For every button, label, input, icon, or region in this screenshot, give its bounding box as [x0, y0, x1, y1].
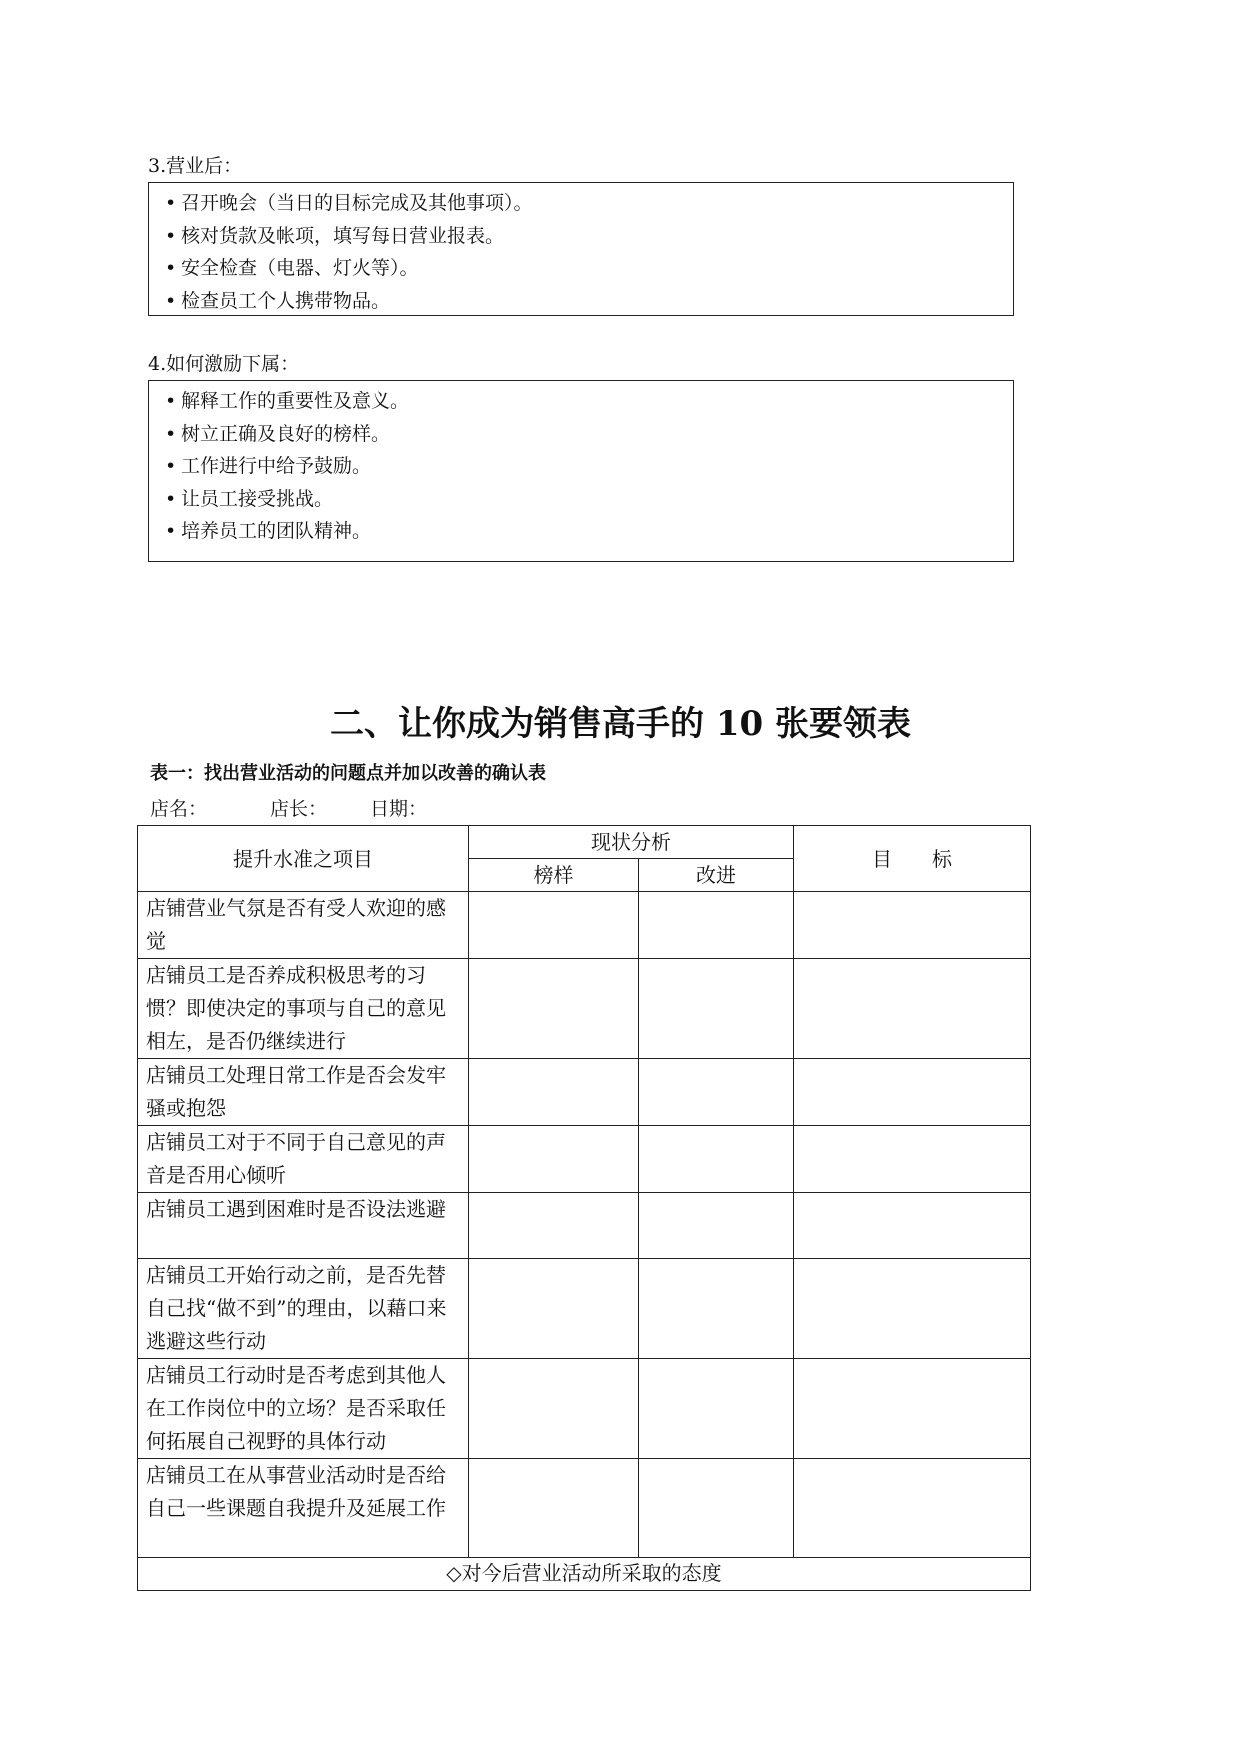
section-3-box — [148, 182, 1014, 316]
list-item-text: 工作进行中给予鼓励。 — [181, 455, 372, 477]
header-model: 榜样 — [469, 859, 639, 892]
bullet-icon: • — [165, 390, 177, 412]
header-item: 提升水准之项目 — [138, 826, 469, 892]
footer-attitude: ◇对今后营业活动所采取的态度 — [138, 1558, 1031, 1591]
bullet-icon: • — [165, 289, 177, 312]
bullet-icon: • — [165, 487, 177, 510]
main-heading: 二、让你成为销售高手的 10 张要领表 — [330, 704, 911, 744]
model-cell — [469, 892, 639, 959]
header-status-analysis: 现状分析 — [469, 826, 794, 859]
goal-cell — [794, 959, 1031, 1059]
improve-cell — [639, 1126, 794, 1193]
goal-cell — [794, 1459, 1031, 1558]
table-row — [138, 1359, 1031, 1459]
goal-cell — [794, 1259, 1031, 1359]
model-cell — [469, 959, 639, 1059]
row-item-text: 店铺员工对于不同于自己意见的声音是否用心倾听 — [138, 1126, 469, 1193]
row-item-text: 店铺员工遇到困难时是否设法逃避 — [138, 1193, 469, 1259]
table-header-row — [138, 826, 1031, 859]
row-item-text: 店铺员工开始行动之前，是否先替自己找“做不到”的理由，以藉口来逃避这些行动 — [138, 1259, 469, 1359]
improve-cell — [639, 959, 794, 1059]
list-item-text: 培养员工的团队精神。 — [181, 520, 372, 542]
model-cell — [469, 1059, 639, 1126]
table-row — [138, 1259, 1031, 1359]
goal-cell — [794, 1359, 1031, 1459]
manager-label: 店长： — [270, 798, 328, 820]
store-meta-line — [150, 797, 427, 821]
improve-cell — [639, 1359, 794, 1459]
table-row — [138, 1193, 1031, 1259]
row-item-text: 店铺员工行动时是否考虑到其他人在工作岗位中的立场？是否采取任何拓展自己视野的具体行动 — [138, 1359, 469, 1459]
header-improve: 改进 — [639, 859, 794, 892]
list-item-text: 解释工作的重要性及意义。 — [181, 390, 410, 412]
improve-cell — [639, 1259, 794, 1359]
table-caption: 表一：找出营业活动的问题点并加以改善的确认表 — [150, 763, 546, 784]
row-item-text: 店铺员工处理日常工作是否会发牢骚或抱怨 — [138, 1059, 469, 1126]
improve-cell — [639, 1059, 794, 1126]
list-item — [165, 385, 1013, 418]
list-item — [165, 220, 1013, 253]
bullet-icon: • — [165, 520, 177, 542]
improve-cell — [639, 1459, 794, 1558]
list-item — [165, 418, 1013, 451]
bullet-icon: • — [165, 422, 177, 445]
section-4-box — [148, 380, 1014, 562]
list-item — [165, 515, 1013, 548]
section-3-title: 3.营业后： — [148, 155, 243, 177]
table-footer-row — [138, 1558, 1031, 1591]
bullet-icon: • — [165, 455, 177, 477]
table-row — [138, 1059, 1031, 1126]
goal-cell — [794, 892, 1031, 959]
model-cell — [469, 1259, 639, 1359]
goal-cell — [794, 1193, 1031, 1259]
improve-cell — [639, 892, 794, 959]
list-item — [165, 483, 1013, 516]
table-row — [138, 1459, 1031, 1558]
list-item-text: 安全检查（电器、灯火等）。 — [181, 257, 419, 279]
goal-cell — [794, 1059, 1031, 1126]
date-label: 日期： — [370, 798, 428, 820]
bullet-icon: • — [165, 224, 177, 247]
model-cell — [469, 1126, 639, 1193]
list-item — [165, 252, 1013, 285]
header-goal: 目 标 — [794, 826, 1031, 892]
bullet-icon: • — [165, 192, 177, 214]
list-item-text: 树立正确及良好的榜样。 — [181, 422, 391, 445]
table-row — [138, 892, 1031, 959]
model-cell — [469, 1359, 639, 1459]
table-row — [138, 1126, 1031, 1193]
list-item — [165, 450, 1013, 483]
list-item-text: 核对货款及帐项，填写每日营业报表。 — [181, 224, 505, 247]
model-cell — [469, 1193, 639, 1259]
list-item — [165, 187, 1013, 220]
list-item-text: 让员工接受挑战。 — [181, 487, 334, 510]
improvement-check-table — [137, 825, 1031, 1591]
table-row — [138, 959, 1031, 1059]
list-item-text: 召开晚会（当日的目标完成及其他事项）。 — [181, 192, 533, 214]
row-item-text: 店铺员工是否养成积极思考的习惯？即使决定的事项与自己的意见相左，是否仍继续进行 — [138, 959, 469, 1059]
model-cell — [469, 1459, 639, 1558]
list-item — [165, 285, 1013, 318]
list-item-text: 检查员工个人携带物品。 — [181, 289, 391, 312]
row-item-text: 店铺营业气氛是否有受人欢迎的感觉 — [138, 892, 469, 959]
section-4-title: 4.如何激励下属： — [148, 353, 300, 375]
row-item-text: 店铺员工在从事营业活动时是否给自己一些课题自我提升及延展工作 — [138, 1459, 469, 1558]
goal-cell — [794, 1126, 1031, 1193]
improve-cell — [639, 1193, 794, 1259]
store-name-label: 店名： — [150, 798, 208, 820]
bullet-icon: • — [165, 257, 177, 279]
